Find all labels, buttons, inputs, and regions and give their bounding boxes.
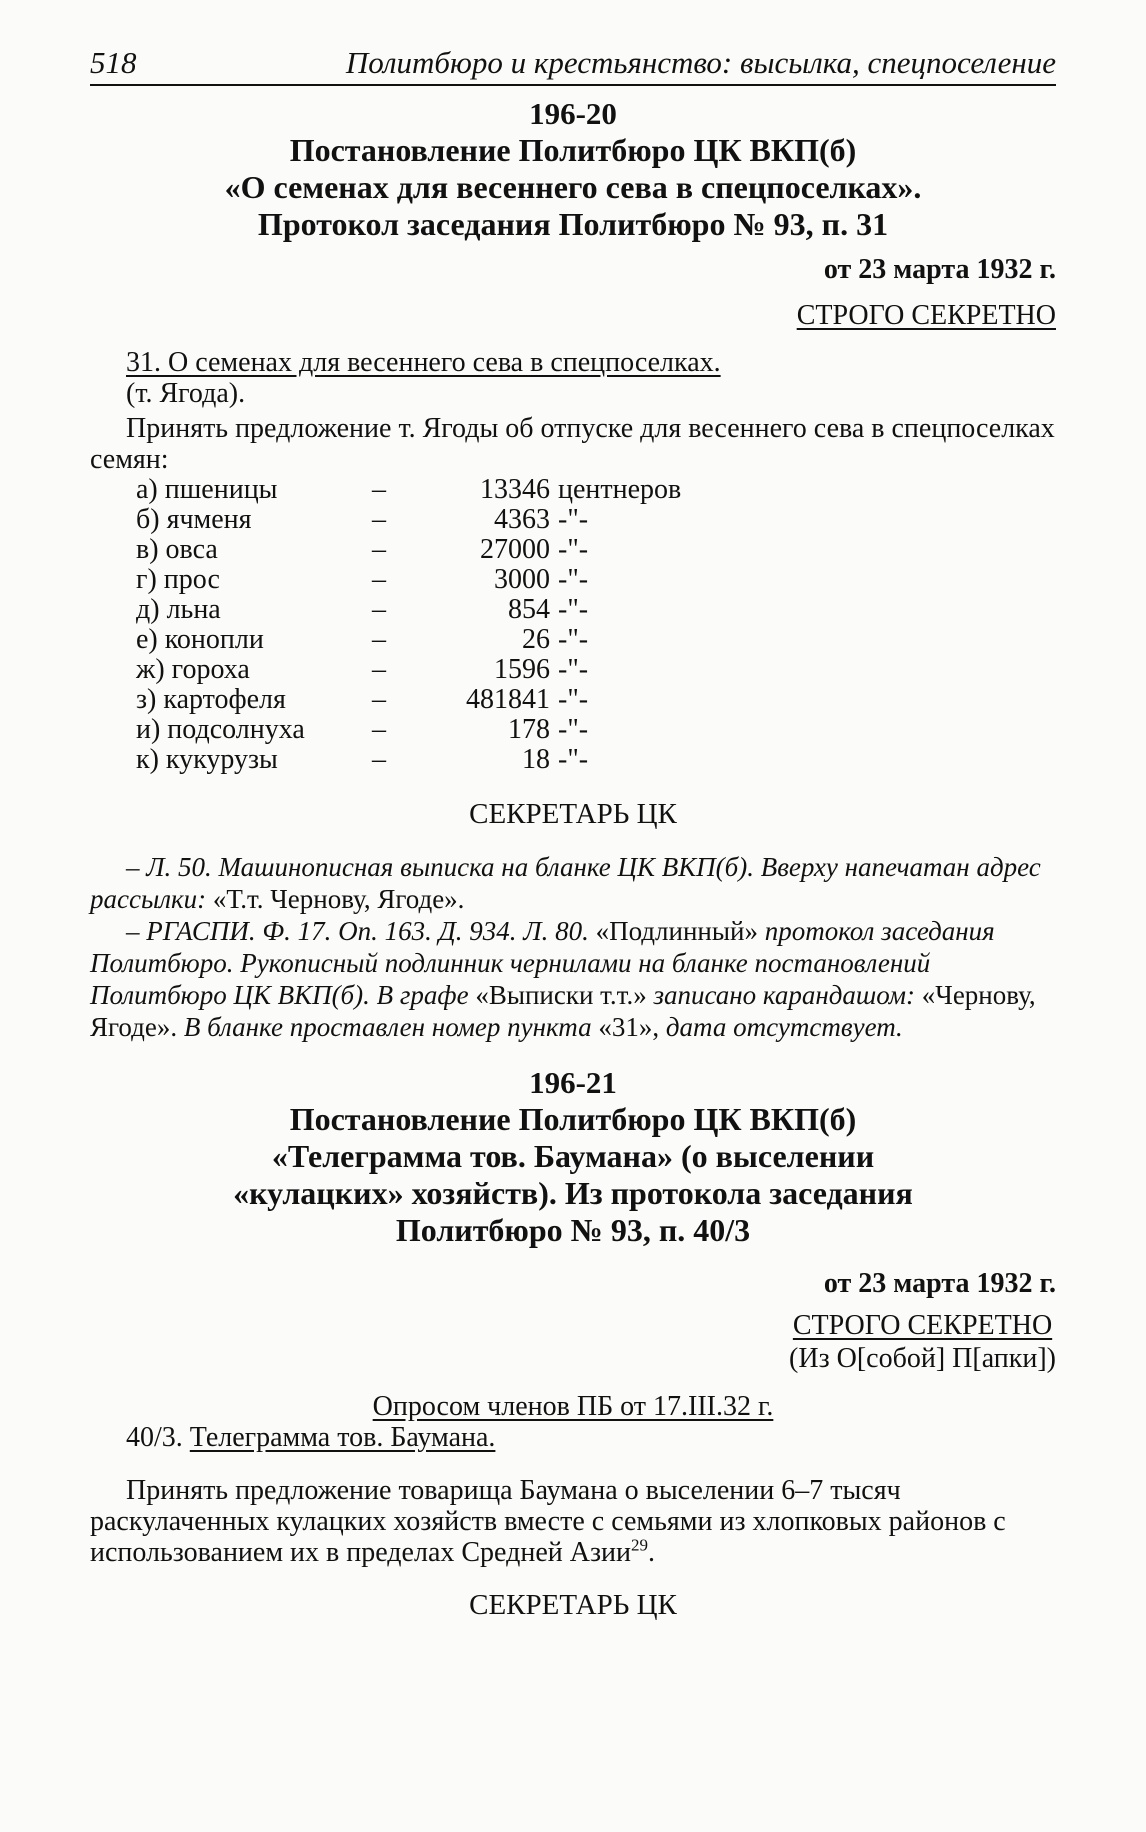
- seed-row: ж) гороха – 1596 -"-: [136, 654, 589, 685]
- doc-number: 196-21: [529, 1065, 617, 1100]
- doc-title-line: Постановление Политбюро ЦК ВКП(б): [289, 1101, 857, 1137]
- seed-row: г) прос – 3000 -"-: [136, 564, 589, 595]
- speaker: (т. Ягода).: [126, 378, 246, 409]
- seed-row: в) овса – 27000 -"-: [136, 534, 589, 565]
- doc-title-line: Протокол заседания Политбюро № 93, п. 31: [257, 206, 889, 242]
- seed-row: е) конопли – 26 -"-: [136, 624, 589, 655]
- seed-row: з) картофеля – 481841 -"-: [136, 684, 589, 715]
- seed-row: а) пшеницы – 13346 центнеров: [136, 474, 682, 505]
- note-1: – Л. 50. Машинописная выписка на бланке ЦК ВКП(б). Вверху напечатан адрес рассылки: «Т.т. Чернову, Ягоде».: [90, 852, 1041, 914]
- item-title: Телеграмма тов. Баумана.: [189, 1422, 496, 1453]
- poll-note: Опросом членов ПБ от 17.III.32 г.: [372, 1391, 774, 1422]
- item-number: 40/3.: [126, 1422, 183, 1453]
- doc-title-line: «кулацких» хозяйств). Из протокола заседания: [233, 1175, 913, 1211]
- signature: СЕКРЕТАРЬ ЦК: [469, 798, 677, 830]
- doc-title-line: «Телеграмма тов. Баумана» (о выселении: [271, 1138, 875, 1174]
- special-folder: (Из О[собой] П[апки]): [789, 1343, 1056, 1374]
- doc-title-line: Политбюро № 93, п. 40/3: [395, 1212, 751, 1248]
- decision-text: Принять предложение т. Ягоды об отпуске для весеннего сева в спецпоселках семян:: [90, 413, 1055, 475]
- secrecy-stamp: СТРОГО СЕКРЕТНО: [792, 1310, 1053, 1341]
- agenda-item: 31. О семенах для весеннего сева в спецпоселках.: [126, 347, 721, 378]
- note-2: – РГАСПИ. Ф. 17. Оп. 163. Д. 934. Л. 80. «Подлинный» протокол заседания Политбюро. Рукописный подлинник чернилами на бланке постановлений Политбюро ЦК ВКП(б). В графе «Выписки т.т.» записано карандашом: «Чернову, Ягоде». В бланке проставлен номер пункта «31», дата отсутствует.: [90, 916, 1036, 1042]
- doc-title-line: Постановление Политбюро ЦК ВКП(б): [289, 132, 857, 168]
- doc-title-line: «О семенах для весеннего сева в спецпоселках».: [224, 169, 922, 205]
- doc-number: 196-20: [529, 96, 617, 131]
- agenda-item: [90, 1422, 1056, 1453]
- seed-row: б) ячменя – 4363 -"-: [136, 504, 589, 535]
- page-number: 518: [90, 45, 137, 80]
- seed-table: [136, 475, 681, 775]
- decision-text: Принять предложение товарища Баумана о выселении 6–7 тысяч раскулаченных кулацких хозяйств вместе с семьями из хлопковых районов с использованием их в пределах Средней Азии$^{29}$.: [90, 1475, 1006, 1568]
- seed-row: и) подсолнуха – 178 -"-: [136, 714, 589, 745]
- doc-196-20: [90, 96, 1056, 1043]
- secrecy-stamp: СТРОГО СЕКРЕТНО: [796, 300, 1056, 331]
- secrecy-block: [90, 1309, 1056, 1375]
- doc-date: от 23 марта 1932 г.: [823, 254, 1056, 285]
- doc-date: от 23 марта 1932 г.: [823, 1268, 1056, 1299]
- running-head: [90, 44, 1056, 86]
- seed-row: д) льна – 854 -"-: [136, 594, 589, 625]
- running-head-title: Политбюро и крестьянство: высылка, спецпоселение: [345, 45, 1056, 80]
- signature: СЕКРЕТАРЬ ЦК: [469, 1589, 677, 1621]
- footnote-ref: 29: [631, 1535, 649, 1555]
- document-page: [90, 44, 1056, 1622]
- doc-196-21: [90, 1065, 1056, 1622]
- seed-row: к) кукурузы – 18 -"-: [136, 744, 589, 775]
- archival-notes: [90, 851, 1056, 1043]
